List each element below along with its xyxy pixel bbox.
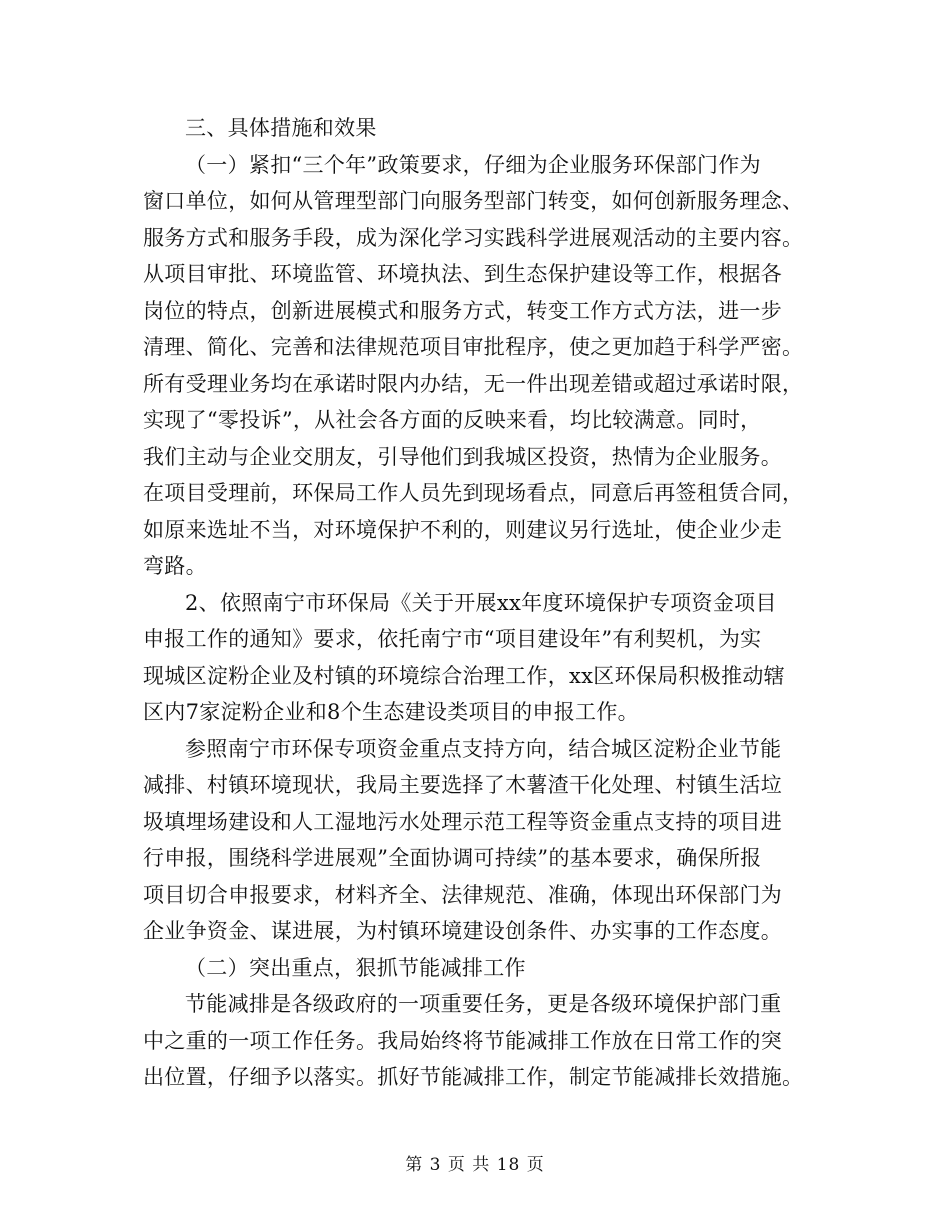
paragraph-line: 在项目受理前，环保局工作人员先到现场看点，同意后再签租赁合同， (143, 481, 804, 505)
document-body (143, 110, 813, 1096)
paragraph-line: （一）紧扣“三个年”政策要求，仔细为企业服务环保部门作为 (185, 152, 761, 177)
paragraph-line: （二）突出重点，狠抓节能减排工作 (185, 955, 526, 980)
paragraph-line: 项目切合申报要求，材料齐全、法律规范、准确，体现出环保部门为 (143, 882, 782, 907)
paragraph-line: 服务方式和服务手段，成为深化学习实践科学进展观活动的主要内容。 (143, 225, 804, 250)
paragraph-line: 窗口单位，如何从管理型部门向服务型部门转变，如何创新服务理念、 (143, 189, 804, 213)
paragraph-line: 如原来选址不当，对环境保护不利的，则建议另行选址，使企业少走 (143, 517, 782, 542)
paragraph-line: 参照南宁市环保专项资金重点支持方向，结合城区淀粉企业节能 (185, 736, 782, 761)
paragraph-line: 2、依照南宁市环保局《关于开展xx年度环境保护专项资金项目 (185, 590, 777, 615)
paragraph-line: 实现了“零投诉”，从社会各方面的反映来看，均比较满意。同时， (143, 408, 762, 432)
paragraph-line: 企业争资金、谋进展，为村镇环境建设创条件、办实事的工作态度。 (143, 919, 782, 943)
paragraph-line: 申报工作的通知》要求，依托南宁市“项目建设年”有利契机，为实 (143, 627, 762, 651)
page-footer: 第 3 页 共 18 页 (405, 1155, 545, 1175)
paragraph-line: 减排、村镇环境现状，我局主要选择了木薯渣干化处理、村镇生活垃 (143, 773, 782, 797)
paragraph-line: 从项目审批、环境监管、环境执法、到生态保护建设等工作，根据各 (143, 262, 782, 286)
paragraph-line: 弯路。 (143, 554, 207, 578)
paragraph-line: 岗位的特点，创新进展模式和服务方式，转变工作方式方法，进一步 (143, 298, 782, 323)
paragraph-line: 现城区淀粉企业及村镇的环境综合治理工作，xx区环保局积极推动辖 (143, 663, 785, 688)
paragraph-line: 区内7家淀粉企业和8个生态建设类项目的申报工作。 (143, 700, 639, 724)
paragraph-line: 中之重的一项工作任务。我局始终将节能减排工作放在日常工作的突 (143, 1028, 782, 1053)
paragraph-line: 行申报，围绕科学进展观”全面协调可持续”的基本要求，确保所报 (143, 846, 762, 870)
paragraph-line: 出位置，仔细予以落实。抓好节能减排工作，制定节能减排长效措施。 (143, 1065, 804, 1089)
paragraph-line: 清理、简化、完善和法律规范项目审批程序，使之更加趋于科学严密。 (143, 335, 804, 359)
paragraph-line: 我们主动与企业交朋友，引导他们到我城区投资，热情为企业服务。 (143, 444, 782, 469)
paragraph-line: 节能减排是各级政府的一项重要任务，更是各级环境保护部门重 (185, 992, 782, 1016)
section-heading: 三、具体措施和效果 (185, 116, 377, 140)
paragraph-line: 所有受理业务均在承诺时限内办结，无一件出现差错或超过承诺时限， (143, 371, 804, 396)
paragraph-line: 圾填埋场建设和人工湿地污水处理示范工程等资金重点支持的项目进 (143, 809, 782, 834)
